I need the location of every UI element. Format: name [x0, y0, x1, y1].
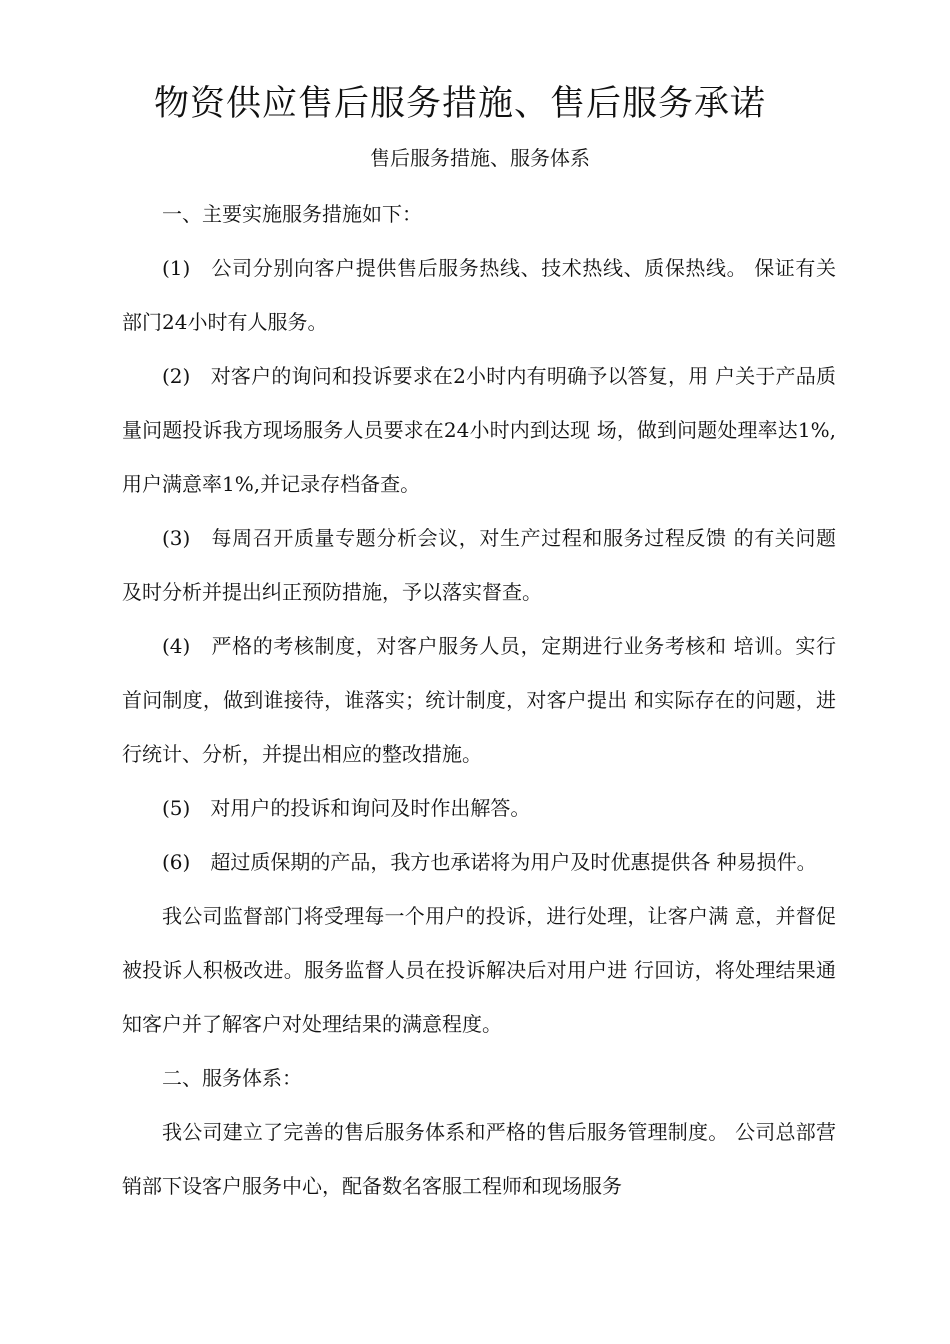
document-subtitle: 售后服务措施、服务体系 [370, 146, 590, 170]
section-heading-service-system: 二、服务体系： [162, 1066, 302, 1090]
supervision-paragraph: 我公司监督部门将受理每一个用户的投诉，进行处理，让客户满 意，并督促被投诉人积极改进。服务监督人员在投诉解决后对用户进 行回访，将处理结果通知客户并了解客户对处理结果的满意程度。 [122, 904, 836, 1036]
measure-item-3: (3) 每周召开质量专题分析会议，对生产过程和服务过程反馈 的有关问题及时分析并提出纠正预防措施，予以落实督查。 [122, 526, 836, 604]
measure-item-2: (2) 对客户的询问和投诉要求在2小时内有明确予以答复，用 户关于产品质量问题投诉我方现场服务人员要求在24小时内到达现 场，做到问题处理率达1%,用户满意率1%,并记录存档备查。 [122, 364, 836, 496]
document-body [122, 187, 836, 1213]
document-title: 物资供应售后服务措施、售后服务承诺 [153, 84, 766, 124]
measure-item-6: (6) 超过质保期的产品，我方也承诺将为用户及时优惠提供各 种易损件。 [162, 850, 817, 874]
measure-item-5: (5) 对用户的投诉和询问及时作出解答。 [162, 796, 531, 820]
section-heading-measures: 一、主要实施服务措施如下： [162, 202, 422, 226]
measure-item-4: (4) 严格的考核制度，对客户服务人员，定期进行业务考核和 培训。实行首问制度，做到谁接待，谁落实；统计制度，对客户提出 和实际存在的问题，进行统计、分析，并提出相应的整改措施。 [122, 634, 836, 766]
service-system-paragraph: 我公司建立了完善的售后服务体系和严格的售后服务管理制度。 公司总部营销部下设客户服务中心，配备数名客服工程师和现场服务 [122, 1120, 836, 1198]
measure-item-1: (1) 公司分别向客户提供售后服务热线、技术热线、质保热线。 保证有关部门24小时有人服务。 [122, 256, 836, 334]
